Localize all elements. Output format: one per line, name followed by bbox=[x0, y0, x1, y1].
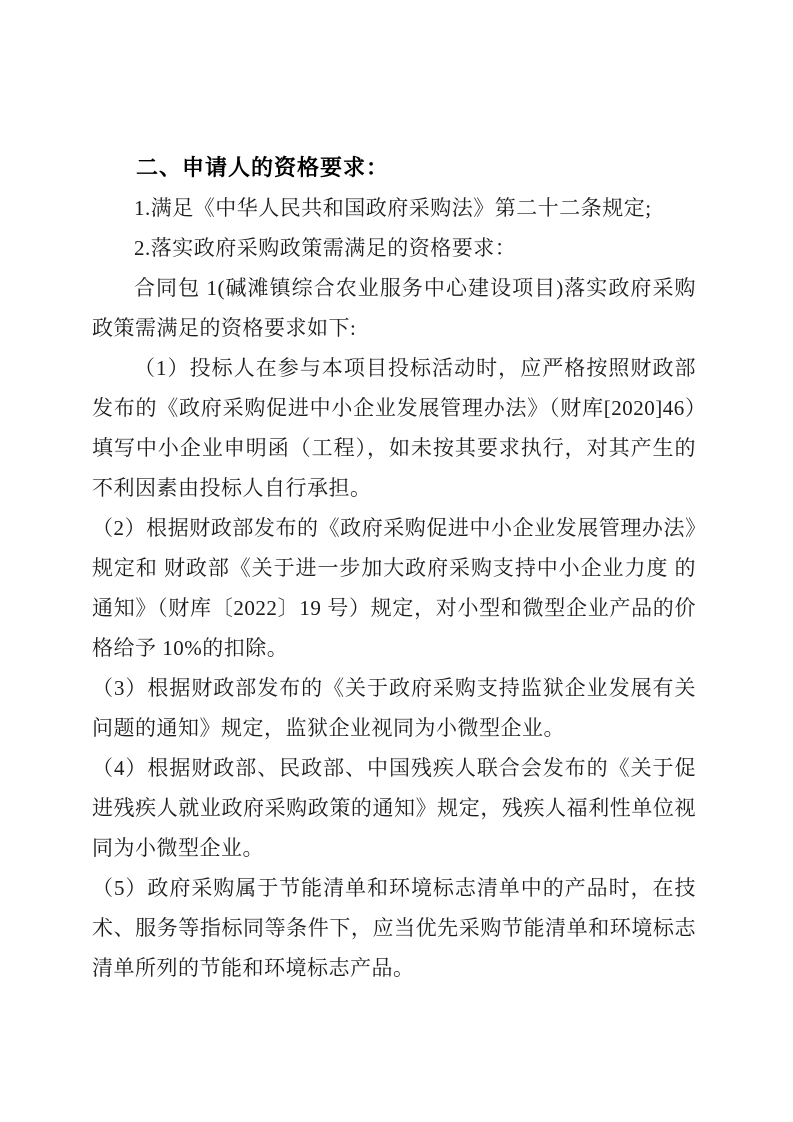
paragraph: 合同包 1(碱滩镇综合农业服务中心建设项目)落实政府采购政策需满足的资格要求如下: bbox=[92, 276, 696, 340]
paragraph: （1）投标人在参与本项目投标活动时，应严格按照财政部发布的《政府采购促进中小企业发展管理办法》（财库[2020]46）填写中小企业申明函（工程），如未按其要求执行，对其产生的不利因素由投标人自行承担。 bbox=[92, 356, 696, 500]
paragraph: 2.落实政府采购政策需满足的资格要求： bbox=[134, 236, 517, 260]
paragraph: （2）根据财政部发布的《政府采购促进中小企业发展管理办法》规定和 财政部《关于进一步加大政府采购支持中小企业力度 的通知》（财库〔2022〕19 号）规定，对小型和微型企业产品的价格给予 10%的扣除。 bbox=[92, 516, 696, 660]
paragraph: （3）根据财政部发布的《关于政府采购支持监狱企业发展有关问题的通知》规定，监狱企业视同为小微型企业。 bbox=[92, 676, 696, 740]
section-heading: 二、申请人的资格要求： bbox=[136, 155, 390, 180]
paragraph: （4）根据财政部、民政部、中国残疾人联合会发布的《关于促进残疾人就业政府采购政策的通知》规定，残疾人福利性单位视同为小微型企业。 bbox=[92, 756, 696, 860]
paragraph: 1.满足《中华人民共和国政府采购法》第二十二条规定; bbox=[134, 196, 652, 220]
document-body bbox=[92, 188, 696, 988]
paragraph: （5）政府采购属于节能清单和环境标志清单中的产品时，在技术、服务等指标同等条件下，应当优先采购节能清单和环境标志清单所列的节能和环境标志产品。 bbox=[92, 876, 696, 980]
